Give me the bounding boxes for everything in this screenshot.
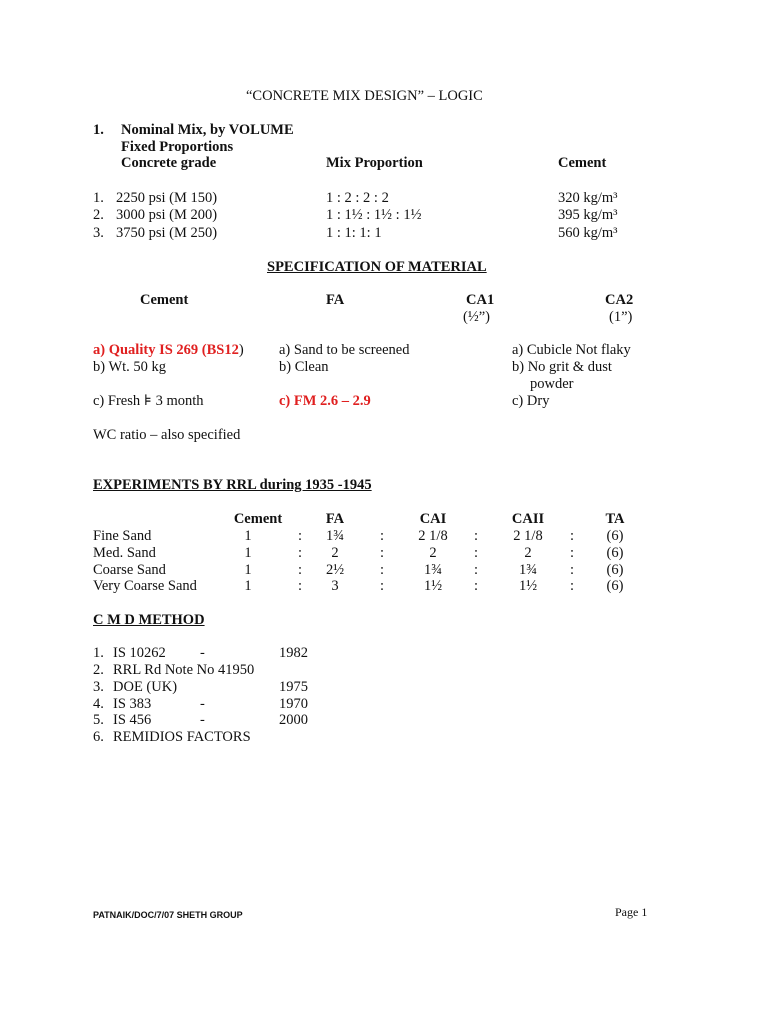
ca-spec-a: a) Cubicle Not flaky (512, 342, 631, 358)
rrl-cell: 2 (429, 545, 437, 561)
rrl-cell: 1¾ (518, 562, 538, 578)
rrl-header-caii: CAII (511, 511, 545, 527)
rrl-cell: 2 1/8 (418, 528, 448, 544)
rrl-separator: : (380, 545, 385, 561)
rrl-separator: : (380, 578, 385, 594)
rrl-cell: 2 1/8 (513, 528, 543, 544)
rrl-separator: : (298, 528, 303, 544)
cement-spec-a (93, 342, 244, 359)
spec-col-ca2: CA2 (605, 292, 634, 308)
cmd-item-number: 4. (93, 696, 104, 712)
rrl-row-label: Med. Sand (93, 545, 156, 561)
document-title: “CONCRETE MIX DESIGN” – LOGIC (246, 88, 483, 104)
spec-heading: SPECIFICATION OF MATERIAL (267, 259, 487, 275)
fa-spec-b: b) Clean (279, 359, 329, 375)
mix-row-proportion: 1 : 1½ : 1½ : 1½ (326, 207, 422, 223)
rrl-cell: (6) (606, 562, 624, 578)
rrl-cell: (6) (606, 528, 624, 544)
rrl-cell: 1½ (518, 578, 538, 594)
cmd-item-name: IS 456 (113, 712, 152, 728)
spec-col-fa: FA (326, 292, 345, 308)
fa-spec-a: a) Sand to be screened (279, 342, 410, 358)
rrl-header-fa: FA (325, 511, 345, 527)
rrl-cell: 1 (244, 545, 252, 561)
spec-col-ca1-size: (½”) (463, 309, 490, 325)
mix-row-number: 3. (93, 225, 104, 241)
rrl-separator: : (298, 562, 303, 578)
cmd-item-dash: - (200, 645, 205, 661)
mix-row-proportion: 1 : 2 : 2 : 2 (326, 190, 389, 206)
rrl-cell: 1 (244, 528, 252, 544)
rrl-cell: 1 (244, 578, 252, 594)
ca-spec-b-cont: powder (530, 376, 574, 392)
mix-row-grade: 2250 psi (M 150) (116, 190, 218, 206)
mix-row-cement: 395 kg/m³ (558, 207, 618, 223)
cmd-item-dash: - (200, 696, 205, 712)
cement-spec-a-suffix: ) (238, 342, 244, 358)
mix-row-grade: 3750 psi (M 250) (116, 225, 218, 241)
footer-left: PATNAIK/DOC/7/07 SHETH GROUP (93, 910, 243, 920)
fa-spec-c: c) FM 2.6 – 2.9 (279, 393, 371, 409)
rrl-cell: 3 (331, 578, 339, 594)
rrl-cell: (6) (606, 545, 624, 561)
cmd-item-name: IS 10262 (113, 645, 166, 661)
ca-spec-c: c) Dry (512, 393, 550, 409)
rrl-cell: 1 (244, 562, 252, 578)
cmd-item-name: DOE (UK) (113, 679, 178, 695)
cmd-item-year: 1970 (279, 696, 308, 712)
cmd-item-number: 2. (93, 662, 104, 678)
rrl-separator: : (380, 528, 385, 544)
rrl-separator: : (474, 528, 479, 544)
rrl-separator: : (474, 578, 479, 594)
footer-page-number: Page 1 (615, 905, 648, 919)
mix-row-number: 2. (93, 207, 104, 223)
cmd-item-number: 5. (93, 712, 104, 728)
rrl-row-label: Fine Sand (93, 528, 152, 544)
cmd-item-number: 1. (93, 645, 104, 661)
cmd-item-number: 3. (93, 679, 104, 695)
ca-spec-b: b) No grit & dust (512, 359, 612, 375)
cement-spec-a-prefix: a) (93, 342, 109, 358)
cmd-item-year: 1982 (279, 645, 308, 661)
rrl-cell: 2 (524, 545, 532, 561)
header-cement: Cement (558, 155, 607, 171)
rrl-header-ta: TA (605, 511, 625, 527)
header-concrete-grade: Concrete grade (121, 155, 217, 171)
rrl-row-label: Coarse Sand (93, 562, 166, 578)
spec-col-ca1: CA1 (466, 292, 495, 308)
cmd-item-name: IS 383 (113, 696, 152, 712)
rrl-header-cement: Cement (233, 511, 283, 527)
rrl-separator: : (570, 562, 575, 578)
cement-spec-b: b) Wt. 50 kg (93, 359, 167, 375)
cmd-item-number: 6. (93, 729, 104, 745)
spec-col-cement: Cement (140, 292, 189, 308)
rrl-cell: (6) (606, 578, 624, 594)
rrl-cell: 1¾ (423, 562, 443, 578)
section1-number: 1. (93, 122, 104, 138)
rrl-separator: : (570, 545, 575, 561)
mix-row-grade: 3000 psi (M 200) (116, 207, 218, 223)
cmd-item-year: 2000 (279, 712, 308, 728)
rrl-separator: : (298, 578, 303, 594)
cmd-item-dash: - (200, 712, 205, 728)
cmd-item-name: REMIDIOS FACTORS (113, 729, 251, 745)
spec-col-ca2-size: (1”) (609, 309, 633, 325)
mix-row-cement: 320 kg/m³ (558, 190, 618, 206)
mix-row-proportion: 1 : 1: 1: 1 (326, 225, 382, 241)
cement-spec-a-quality: Quality IS 269 (BS12 (108, 342, 239, 358)
rrl-separator: : (570, 578, 575, 594)
header-mix-proportion: Mix Proportion (326, 155, 423, 171)
rrl-cell: 1½ (423, 578, 443, 594)
rrl-separator: : (570, 528, 575, 544)
rrl-cell: 2½ (325, 562, 345, 578)
rrl-cell: 1¾ (325, 528, 345, 544)
rrl-separator: : (298, 545, 303, 561)
cement-spec-c: c) Fresh ⊧ 3 month (93, 393, 204, 409)
mix-row-cement: 560 kg/m³ (558, 225, 618, 241)
cmd-item-name: RRL Rd Note No 41950 (113, 662, 255, 678)
rrl-separator: : (474, 545, 479, 561)
rrl-heading: EXPERIMENTS BY RRL during 1935 -1945 (93, 477, 372, 493)
rrl-separator: : (474, 562, 479, 578)
rrl-header-cai: CAI (419, 511, 447, 527)
wc-ratio-note: WC ratio – also specified (93, 427, 241, 443)
rrl-separator: : (380, 562, 385, 578)
rrl-row-label: Very Coarse Sand (93, 578, 197, 594)
section1-heading: Nominal Mix, by VOLUME (121, 122, 294, 138)
section1-subheading: Fixed Proportions (121, 139, 234, 155)
cmd-item-year: 1975 (279, 679, 308, 695)
cmd-heading: C M D METHOD (93, 612, 205, 628)
mix-row-number: 1. (93, 190, 104, 206)
rrl-cell: 2 (331, 545, 339, 561)
